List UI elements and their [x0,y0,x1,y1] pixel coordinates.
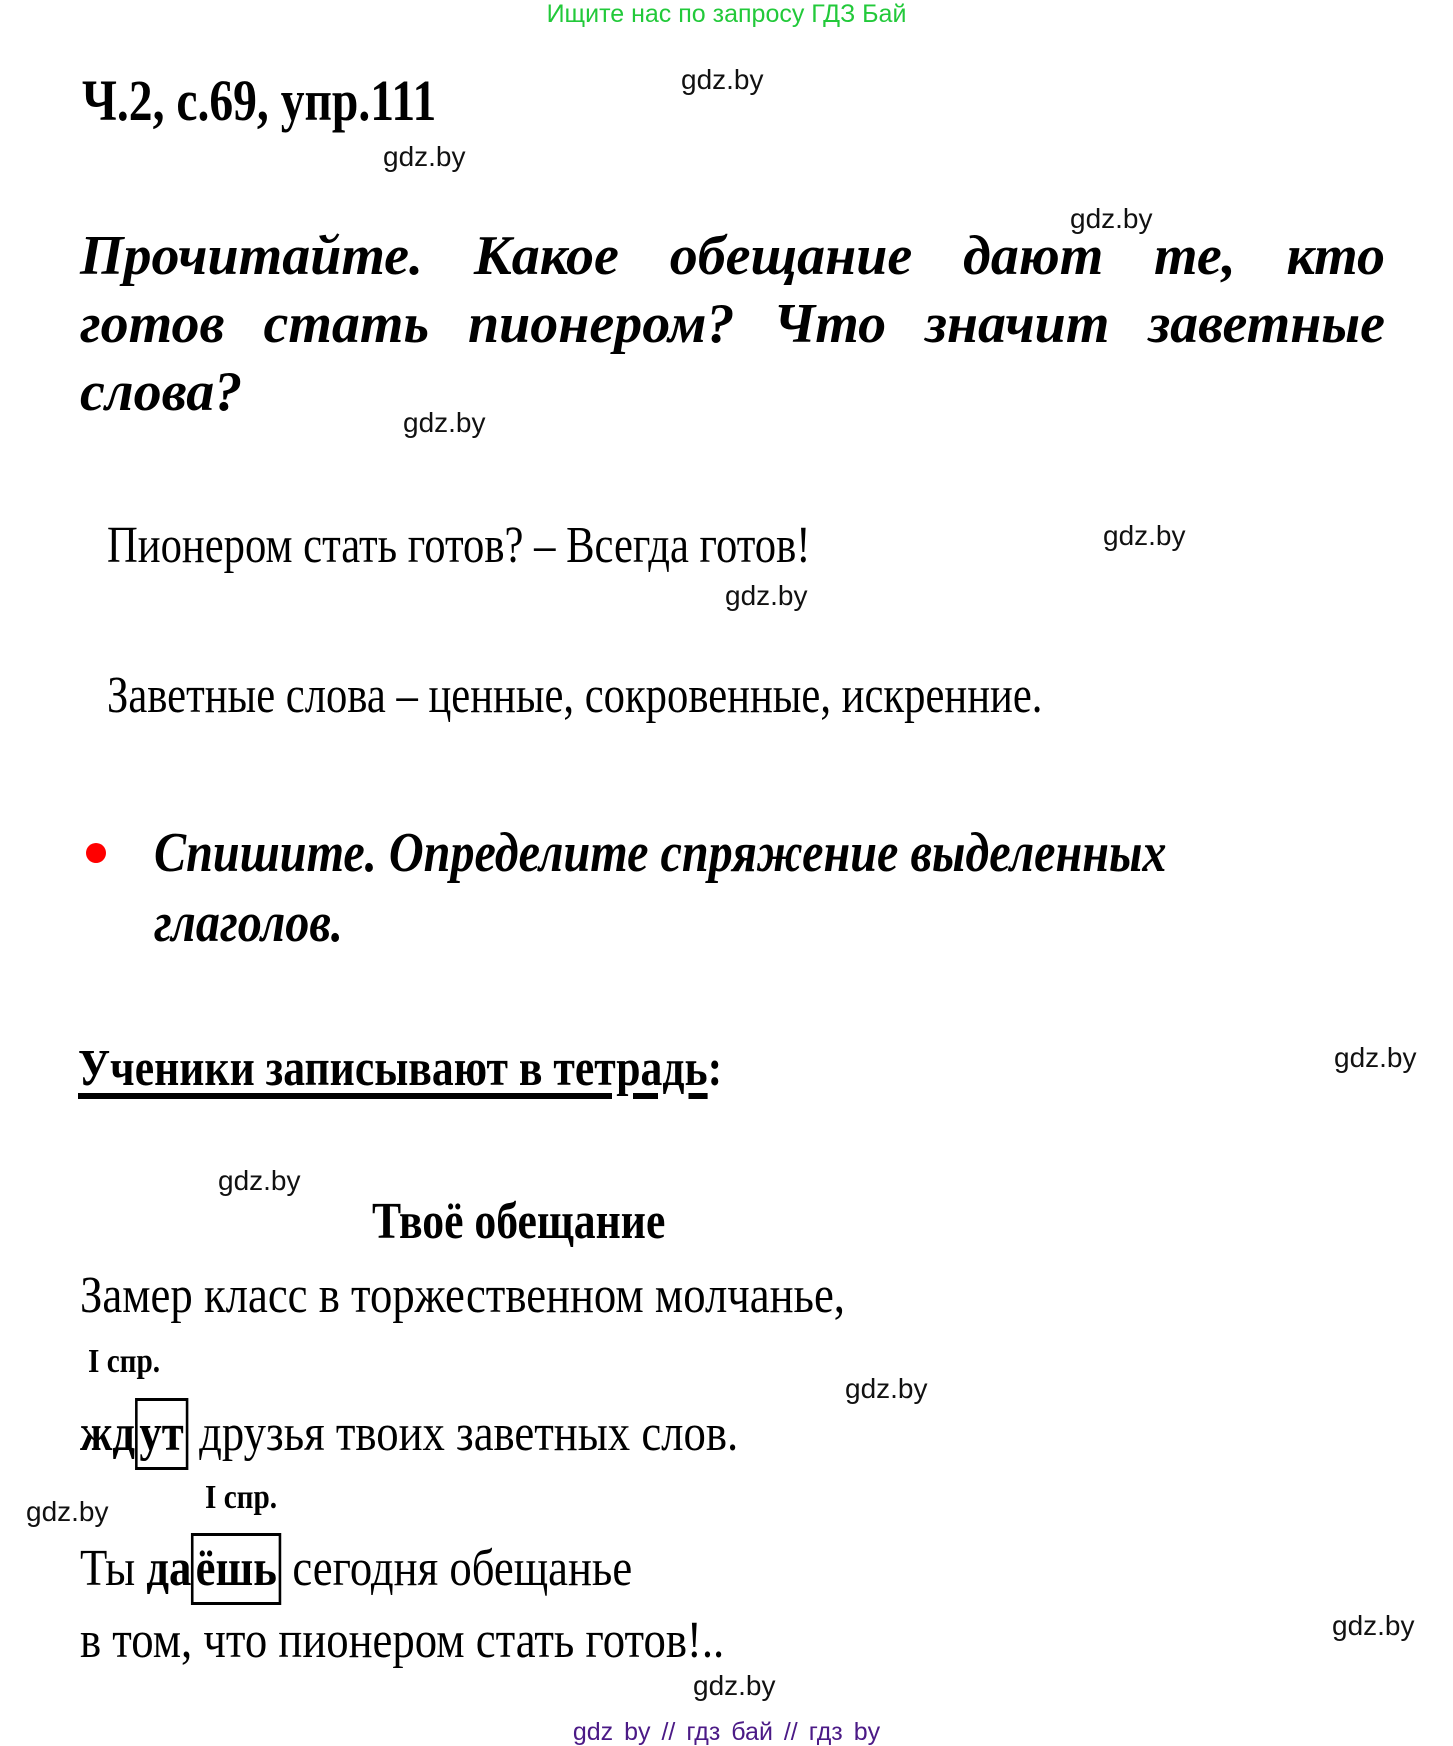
question-text [80,222,1385,426]
answer-line: Пионером стать готов? – Всегда готов! [107,517,811,574]
poem-line-prefix: Ты [80,1540,147,1597]
verb-stem: жд [80,1405,136,1462]
watermark: gdz.by [403,407,486,438]
question-line: слова? [80,361,243,423]
poem-line-rest: друзья твоих заветных слов. [187,1405,739,1462]
watermark: gdz.by [1070,203,1153,234]
watermark: gdz.by [26,1496,109,1527]
watermark: gdz.by [383,141,466,172]
verb-stem: да [146,1540,192,1597]
red-bullet-icon [86,843,106,863]
poem-line [80,1398,738,1470]
watermark: gdz.by [1332,1610,1415,1641]
verb-ending-box: ёшь [191,1533,281,1605]
question-line: готов стать пионером? Что значит заветные [80,293,1385,355]
poem-line [80,1533,632,1605]
poem-line: в том, что пионером стать готов!.. [80,1612,725,1669]
watermark: gdz.by [845,1373,928,1404]
watermark: gdz.by [681,64,764,95]
task-text [154,818,1167,958]
notebook-heading-colon: : [707,1040,723,1097]
poem-line-rest: сегодня обещанье [281,1540,633,1597]
notebook-heading [78,1036,722,1102]
footer-links[interactable]: gdz by // гдз бай // гдз by [572,1718,881,1746]
conjugation-label: I спр. [88,1343,161,1380]
watermark: gdz.by [218,1165,301,1196]
watermark: gdz.by [1103,520,1186,551]
poem-title: Твоё обещание [372,1193,666,1250]
watermark: gdz.by [1334,1042,1417,1073]
poem-line: Замер класс в торжественном молчанье, [80,1267,845,1324]
notebook-heading-text: Ученики записывают в тетрадь [78,1040,708,1097]
task-line: глаголов. [154,892,343,954]
conjugation-label: I спр. [205,1479,278,1516]
exercise-title: Ч.2, с.69, упр.111 [82,68,437,133]
answer-line: Заветные слова – ценные, сокровенные, искренние. [107,667,1043,724]
search-banner[interactable]: Ищите нас по запросу ГДЗ Бай [546,0,907,28]
watermark: gdz.by [693,1670,776,1701]
question-line: Прочитайте. Какое обещание дают те, кто [80,225,1385,287]
watermark: gdz.by [725,580,808,611]
verb-ending-box: ут [135,1398,188,1470]
task-line: Спишите. Определите спряжение выделенных [154,822,1167,884]
